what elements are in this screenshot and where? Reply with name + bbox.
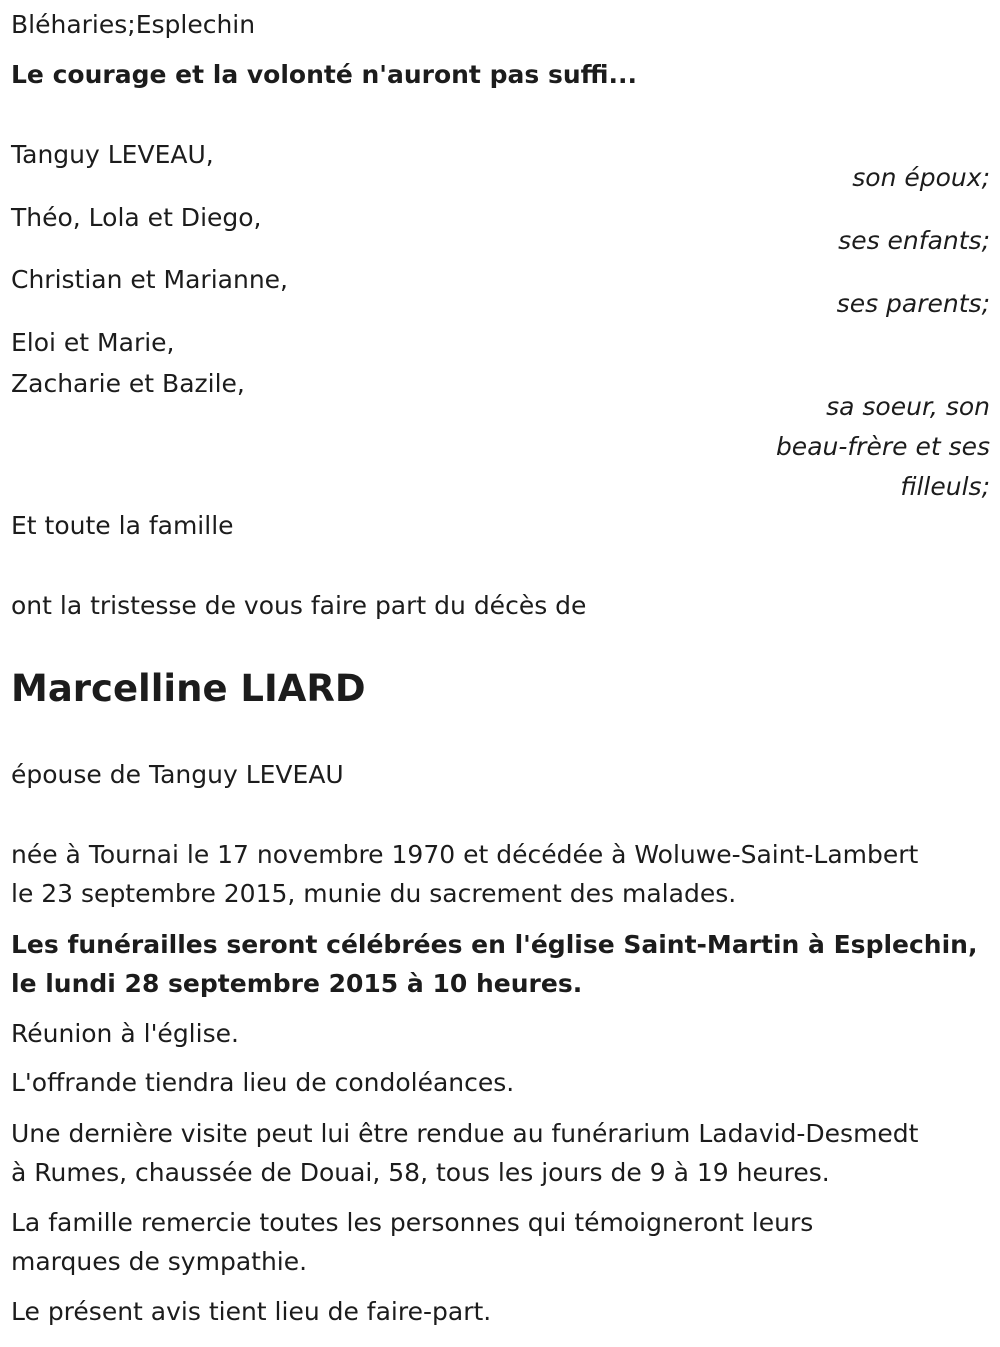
meeting-line: Réunion à l'église.: [11, 1019, 239, 1048]
relation-children: ses enfants;: [838, 226, 990, 255]
family-member-godchildren: Zacharie et Bazile,: [11, 369, 245, 398]
relation-spouse: son époux;: [852, 163, 990, 192]
family-member-parents: Christian et Marianne,: [11, 265, 288, 294]
spouse-line: épouse de Tanguy LEVEAU: [11, 760, 344, 789]
visit-line-2: à Rumes, chaussée de Douai, 58, tous les jours de 9 à 19 heures.: [11, 1158, 830, 1187]
deceased-name: Marcelline LIARD: [11, 667, 366, 710]
family-member-spouse: Tanguy LEVEAU,: [11, 140, 214, 169]
relation-parents: ses parents;: [836, 289, 990, 318]
family-member-children: Théo, Lola et Diego,: [11, 203, 262, 232]
relation-sister-line-2: beau-frère et ses: [775, 432, 990, 461]
tagline: Le courage et la volonté n'auront pas suffi...: [11, 60, 637, 89]
birth-death-line-2: le 23 septembre 2015, munie du sacrement des malades.: [11, 879, 737, 908]
family-closing: Et toute la famille: [11, 511, 234, 540]
announcement: ont la tristesse de vous faire part du décès de: [11, 591, 587, 620]
thanks-line-2: marques de sympathie.: [11, 1247, 308, 1276]
funeral-line-1: Les funérailles seront célébrées en l'église Saint-Martin à Esplechin,: [11, 930, 978, 959]
offering-line: L'offrande tiendra lieu de condoléances.: [11, 1068, 515, 1097]
thanks-line-1: La famille remercie toutes les personnes qui témoigneront leurs: [11, 1208, 814, 1237]
location-line: Bléharies;Esplechin: [11, 10, 256, 39]
family-member-sister: Eloi et Marie,: [11, 328, 175, 357]
birth-death-line-1: née à Tournai le 17 novembre 1970 et décédée à Woluwe-Saint-Lambert: [11, 840, 919, 869]
funeral-line-2: le lundi 28 septembre 2015 à 10 heures.: [11, 969, 583, 998]
relation-sister-line-1: sa soeur, son: [826, 392, 990, 421]
relation-sister-line-3: filleuls;: [900, 472, 990, 501]
notice-line: Le présent avis tient lieu de faire-part.: [11, 1297, 492, 1326]
visit-line-1: Une dernière visite peut lui être rendue au funérarium Ladavid-Desmedt: [11, 1119, 919, 1148]
